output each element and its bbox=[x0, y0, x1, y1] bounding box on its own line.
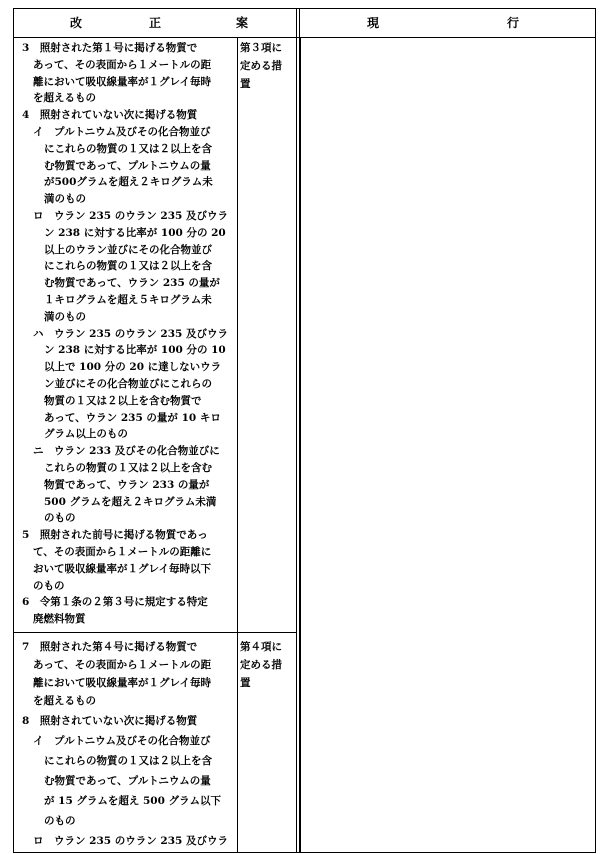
block1-text-line: ロ ウラン 235 のウラン 235 及びウラ bbox=[33, 210, 228, 222]
block1-text-line: 離において吸収線量率が１グレイ毎時 bbox=[33, 75, 211, 88]
block1-text-line: にこれらの物質の１又は２以上を含 bbox=[44, 260, 212, 273]
header-right-char-2: 行 bbox=[507, 16, 520, 30]
block2-text-line: む物質であって、プルトニウムの量 bbox=[44, 775, 211, 787]
block1-text-line: 満のもの bbox=[44, 310, 86, 323]
block1-text-line: のもの bbox=[33, 579, 65, 592]
block1-text-line: ニ ウラン 233 及びその化合物並びに bbox=[33, 445, 220, 458]
block2-text-line: 7 照射された第４号に掲げる物質で bbox=[22, 641, 198, 653]
header-left-char-2: 正 bbox=[149, 16, 162, 30]
block1-text-line: １キログラムを超え５キログラム未 bbox=[44, 294, 212, 306]
block1-text-line: 5 照射された前号に掲げる物質であっ bbox=[22, 529, 208, 542]
block2-text-line: が 15 グラムを超え 500 グラム以下 bbox=[44, 795, 221, 807]
block1-text-line: ハ ウラン 235 のウラン 235 及びウラ bbox=[33, 327, 228, 340]
header-right-char-1: 現 bbox=[367, 16, 380, 30]
block1-label-line: 置 bbox=[240, 78, 251, 90]
block1-text-line: のもの bbox=[44, 512, 76, 525]
block1-text-line: む物質であって、ウラン 235 の量が bbox=[44, 277, 220, 290]
block1-text-line: 物質の１又は２以上を含む物質で bbox=[44, 394, 202, 407]
block1-text-line: 6 令第１条の２第３号に規定する特定 bbox=[22, 596, 208, 609]
block2-text-line: 離において吸収線量率が１グレイ毎時 bbox=[33, 677, 211, 689]
block2-text-line: ロ ウラン 235 のウラン 235 及びウラ bbox=[33, 835, 228, 847]
block1-text-line: 廃燃料物質 bbox=[33, 613, 86, 626]
block2-label-line: 第４項に bbox=[240, 641, 282, 653]
block1-text-line: て、その表面から１メートルの距離に bbox=[33, 546, 212, 558]
block2-text-line: イ プルトニウム及びその化合物並び bbox=[33, 735, 211, 747]
block1-text-line: イ プルトニウム及びその化合物並び bbox=[33, 126, 211, 138]
header-left-char-1: 改 bbox=[70, 16, 83, 30]
block1-label-line: 定める措 bbox=[240, 60, 282, 72]
block2-text-line: を超えるもの bbox=[33, 695, 96, 707]
block1-text-line: 以上のウラン並びにその化合物並び bbox=[44, 243, 212, 256]
block1-text-line: あって、ウラン 235 の量が 10 キロ bbox=[44, 411, 221, 424]
block2-label-line: 定める措 bbox=[240, 659, 282, 671]
block1-text-line: 3 照射された第１号に掲げる物質で bbox=[22, 42, 198, 54]
block1-text-line: む物質であって、プルトニウムの量 bbox=[44, 159, 211, 172]
block1-text-line: グラム以上のもの bbox=[44, 428, 128, 441]
block1-text-line: ン 238 に対する比率が 100 分の 20 bbox=[44, 226, 226, 239]
block1-text-line: 物質であって、ウラン 233 の量が bbox=[44, 478, 210, 491]
block2-label-line: 置 bbox=[240, 677, 251, 689]
block1-text-line: 4 照射されていない次に掲げる物質 bbox=[22, 109, 198, 122]
block1-label-line: 第３項に bbox=[240, 42, 282, 54]
block1-text-line: おいて吸収線量率が１グレイ毎時以下 bbox=[33, 562, 211, 575]
block1-text-line: あって、その表面から１メートルの距 bbox=[33, 58, 212, 71]
block2-text-line: のもの bbox=[44, 815, 76, 827]
block1-text-line: が500グラムを超え２キログラム未 bbox=[44, 176, 213, 189]
block1-text-line: 満のもの bbox=[44, 193, 86, 206]
block1-text-line: にこれらの物質の１又は２以上を含 bbox=[44, 142, 212, 155]
block1-text-line: 500 グラムを超え２キログラム未満 bbox=[44, 495, 217, 508]
block1-text-line: を超えるもの bbox=[33, 92, 96, 105]
block1-text-line: 以上で 100 分の 20 に達しないウラ bbox=[44, 361, 222, 374]
block2-text-line: 8 照射されていない次に掲げる物質 bbox=[22, 715, 198, 727]
block1-text-line: ン並びにその化合物並びにこれらの bbox=[44, 378, 212, 390]
header-left-char-3: 案 bbox=[236, 16, 249, 30]
block2-text-line: にこれらの物質の１又は２以上を含 bbox=[44, 755, 212, 767]
block1-text-line: ン 238 に対する比率が 100 分の 10 bbox=[44, 344, 226, 357]
block2-text-line: あって、その表面から１メートルの距 bbox=[33, 659, 212, 671]
block1-text-line: これらの物質の１又は２以上を含む bbox=[44, 462, 212, 474]
